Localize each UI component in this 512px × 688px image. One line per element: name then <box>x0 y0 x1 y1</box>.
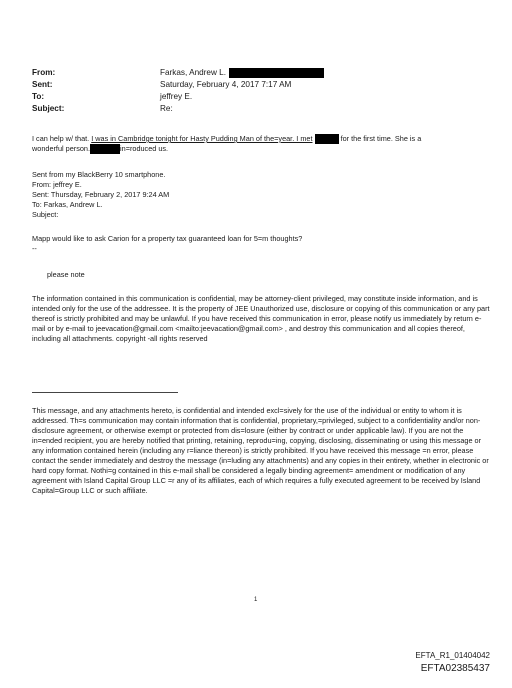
redaction-box <box>229 68 324 78</box>
sent-from-line: Sent from my BlackBerry 10 smartphone. <box>32 170 166 179</box>
sent-value: Saturday, February 4, 2017 7:17 AM <box>160 80 292 89</box>
message-text: Mapp would like to ask Carion for a property tax guaranteed loan for 5=m thoughts? <box>32 234 303 243</box>
disclaimer-2 <box>32 406 492 496</box>
disclaimer-1-text: The information contained in this communication is confidential, may be attorney-client privileged, may constitute inside information, and is intended only for the use of the addressee. It is the property of JEE Unauthorized use, disclosure or copying of this communication or any part thereof is strictly prohibited and may be unlawful. If you have received this communication in error, please notify us immediately by return e-mail or by e-mail to jeevacation@gmail.com <mailto:jeevacation@gmail.com> , and destroy this communication and all copies thereof, including all attachments. copyright -all rights reserved <box>32 294 490 343</box>
footer-id-1: EFTA_R1_01404042 <box>415 651 490 660</box>
redaction-box <box>315 134 339 144</box>
reply-text: wonderful person. <box>32 144 91 154</box>
reply-text: in=roduced us. <box>120 144 169 154</box>
quoted-subject-line: Subject: <box>32 210 59 219</box>
to-label: To: <box>32 92 45 101</box>
disclaimer-2-text: This message, and any attachments hereto, is confidential and intended excl=sively for the use of the individual or entity to whom it is addressed. Th=s communication may contain information that is confidential, proprietary,=privileged, subject to a confidentiality and/or non-disclosure agreement, or otherwise exempt or protected from dis=losure (either by contract or under applicable law). If you are not the in=ended recipient, you are hereby notified that printing, retaining, reprodu=ing, copying, disclosing, disseminating or using this message or any information contained herein (including any r=liance thereon) is strictly prohibited. If you have received this message =n error, please contact the sender immediately and destroy the message (in=luding any attachments) and any copies in their entirety, whether in electronic or hard copy format. Nothi=g contained in this e-mail shall be considered a legally binding agreement= amendment or modification of any agreement with Island Capital Group LLC =r any of its affiliates, each of which requires a fully executed agreement to be received by Island Capital=Group LLC or such affiliate. <box>32 406 489 495</box>
sent-row <box>32 79 324 91</box>
from-name: Farkas, Andrew L. <box>160 68 226 77</box>
reply-text: for the first time. She is a <box>340 134 422 143</box>
quoted-header <box>32 170 492 220</box>
sent-label: Sent: <box>32 80 53 89</box>
from-row <box>32 67 324 79</box>
quoted-from-line: From: jeffrey E. <box>32 180 82 189</box>
reply-text: I can help w/ that. <box>32 134 90 143</box>
quoted-message <box>32 234 492 254</box>
reply-body <box>32 134 492 154</box>
subject-label: Subject: <box>32 104 65 113</box>
divider-line <box>32 392 178 393</box>
to-value: jeffrey E. <box>160 92 193 101</box>
please-note: please note <box>47 270 85 279</box>
subject-value: Re: <box>160 104 173 113</box>
note-line <box>47 270 507 280</box>
from-value <box>160 67 324 79</box>
email-header <box>32 67 324 115</box>
from-label: From: <box>32 68 56 77</box>
dashes: -- <box>32 244 37 253</box>
disclaimer-1 <box>32 294 492 344</box>
to-row <box>32 91 324 103</box>
quoted-to-line: To: Farkas, Andrew L. <box>32 200 103 209</box>
page-number: 1 <box>254 597 258 603</box>
reply-paragraph <box>32 134 492 154</box>
subject-row <box>32 103 324 115</box>
footer-id-2: EFTA02385437 <box>420 663 490 674</box>
quoted-sent-line: Sent: Thursday, February 2, 2017 9:24 AM <box>32 190 170 199</box>
reply-text-underlined: I was in Cambridge tonight for Hasty Pudding Man of the=year. I met <box>91 134 313 143</box>
redaction-box <box>90 144 120 154</box>
